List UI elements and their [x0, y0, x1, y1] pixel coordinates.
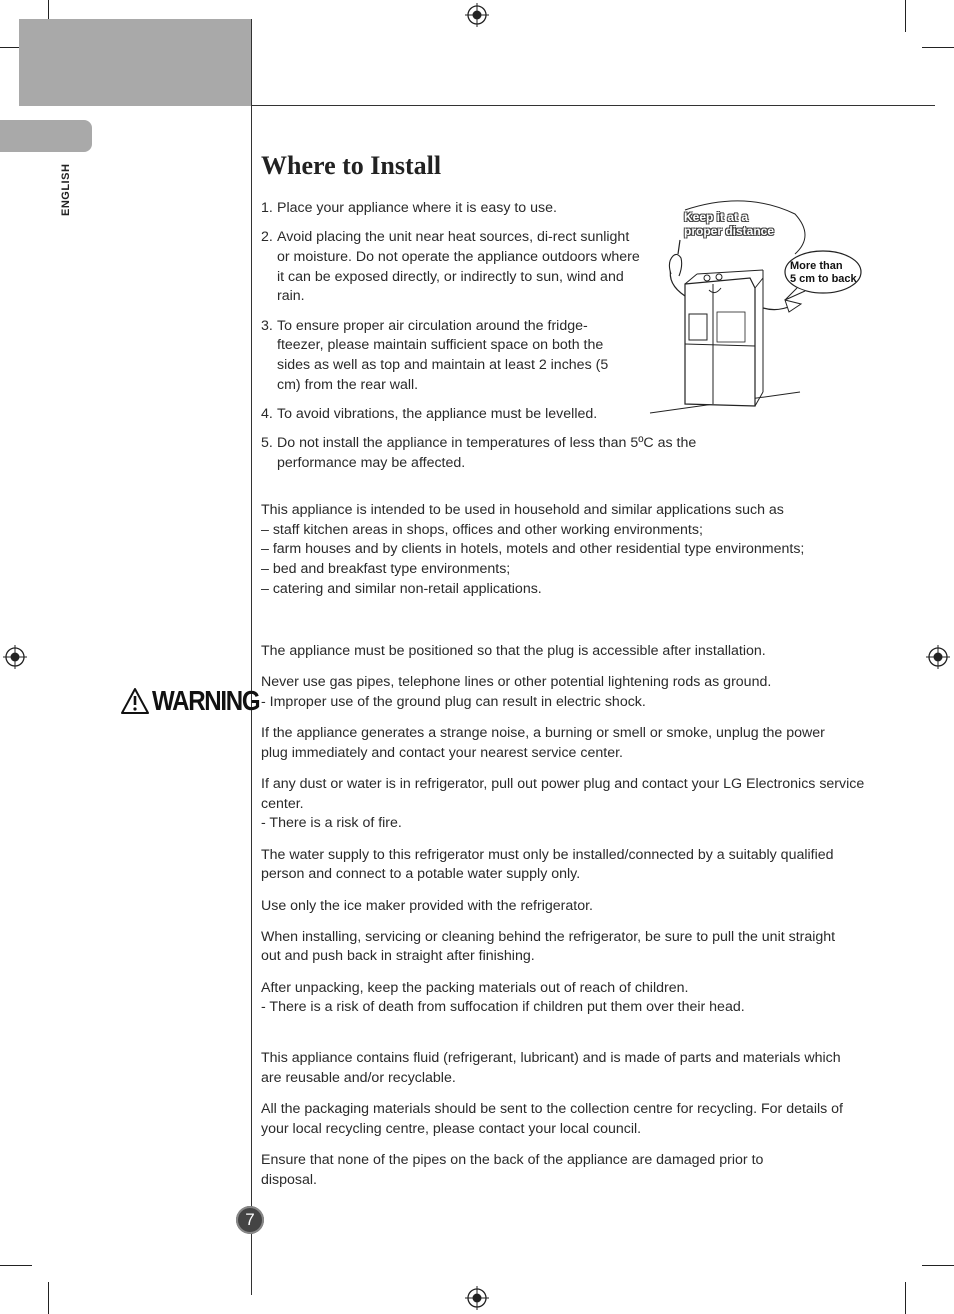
crop-mark — [48, 1282, 49, 1314]
warning-paragraph: If any dust or water is in refrigerator, pull out power plug and contact your LG Electronics service center. — [261, 776, 865, 812]
language-tab — [0, 120, 92, 152]
install-step: 5. Do not install the appliance in temperatures of less than 5ºC as the performance may be affected. — [261, 435, 697, 471]
usage-item: – bed and breakfast type environments; — [261, 561, 511, 578]
warning-label — [120, 685, 277, 717]
illustration-label-distance: Keep it at a proper distance — [684, 210, 775, 238]
warning-paragraph: If the appliance generates a strange noise, a burning or smell or smoke, unplug the power plug immediately and contact your nearest service center. — [261, 725, 825, 761]
crop-mark — [922, 47, 954, 48]
warning-triangle-icon — [120, 687, 150, 715]
install-step: 4. To avoid vibrations, the appliance must be levelled. — [261, 405, 598, 422]
warning-text: WARNING — [152, 685, 260, 716]
header-rule — [251, 105, 935, 106]
warning-paragraph: After unpacking, keep the packing materials out of reach of children. — [261, 979, 689, 996]
install-step: 3. To ensure proper air circulation around the fridge-fteezer, please maintain sufficient space on both the sides as well as top and maintain at least 2 inches (5 cm) from the rear wall. — [261, 317, 609, 393]
usage-paragraph — [261, 501, 871, 600]
warning-note: - Improper use of the ground plug can result in electric shock. — [261, 693, 646, 710]
section-title: Where to Install — [261, 151, 442, 180]
warning-paragraph: When installing, servicing or cleaning behind the refrigerator, be sure to pull the unit straight out and push back in straight after finishing. — [261, 928, 836, 965]
warning-paragraph: Use only the ice maker provided with the refrigerator. — [261, 897, 593, 914]
page-number: 7 — [236, 1206, 264, 1234]
install-steps — [261, 199, 871, 483]
warning-paragraphs — [261, 642, 871, 1018]
usage-intro: This appliance is intended to be used in household and similar applications such as — [261, 502, 784, 518]
header-block — [19, 19, 251, 106]
warning-note: - There is a risk of fire. — [261, 815, 402, 832]
registration-mark-icon — [3, 645, 27, 669]
margin-rule — [251, 19, 252, 1295]
crop-mark — [0, 1265, 32, 1266]
usage-item: – farm houses and by clients in hotels, motels and other residential type environments; — [261, 541, 805, 558]
disposal-paragraph: All the packaging materials should be sent to the collection centre for recycling. For details of your local recycling centre, please contact your local council. — [261, 1100, 843, 1137]
crop-mark — [922, 1265, 954, 1266]
disposal-paragraph: Ensure that none of the pipes on the back of the appliance are damaged prior to disposal. — [261, 1151, 764, 1188]
crop-mark — [905, 1282, 906, 1314]
warning-paragraph: The water supply to this refrigerator must only be installed/connected by a suitably qualified person and connect to a potable water supply only. — [261, 846, 834, 883]
warning-paragraph: Never use gas pipes, telephone lines or other potential lightening rods as ground. — [261, 674, 772, 691]
illustration-label-back: More than 5 cm to back — [790, 260, 857, 285]
disposal-paragraph: This appliance contains fluid (refrigerant, lubricant) and is made of parts and materials which are reusable and/or recyclable. — [261, 1050, 841, 1086]
usage-item: – staff kitchen areas in shops, offices and other working environments; — [261, 521, 703, 538]
language-label: ENGLISH — [60, 163, 72, 216]
install-step: 2. Avoid placing the unit near heat sources, di-rect sunlight or moisture. Do not operate the appliance outdoors where it can be exposed directly, or indirectly to sun, wind and rain. — [261, 229, 640, 305]
registration-mark-icon — [465, 3, 489, 27]
usage-item: – catering and similar non-retail applications. — [261, 580, 542, 597]
registration-mark-icon — [926, 645, 950, 669]
registration-mark-icon — [465, 1286, 489, 1310]
warning-paragraph: The appliance must be positioned so that the plug is accessible after installation. — [261, 643, 766, 659]
warning-note: - There is a risk of death from suffocation if children put them over their head. — [261, 999, 745, 1016]
crop-mark — [905, 0, 906, 32]
disposal-paragraphs — [261, 1049, 871, 1190]
install-step: 1. Place your appliance where it is easy to use. — [261, 200, 557, 216]
